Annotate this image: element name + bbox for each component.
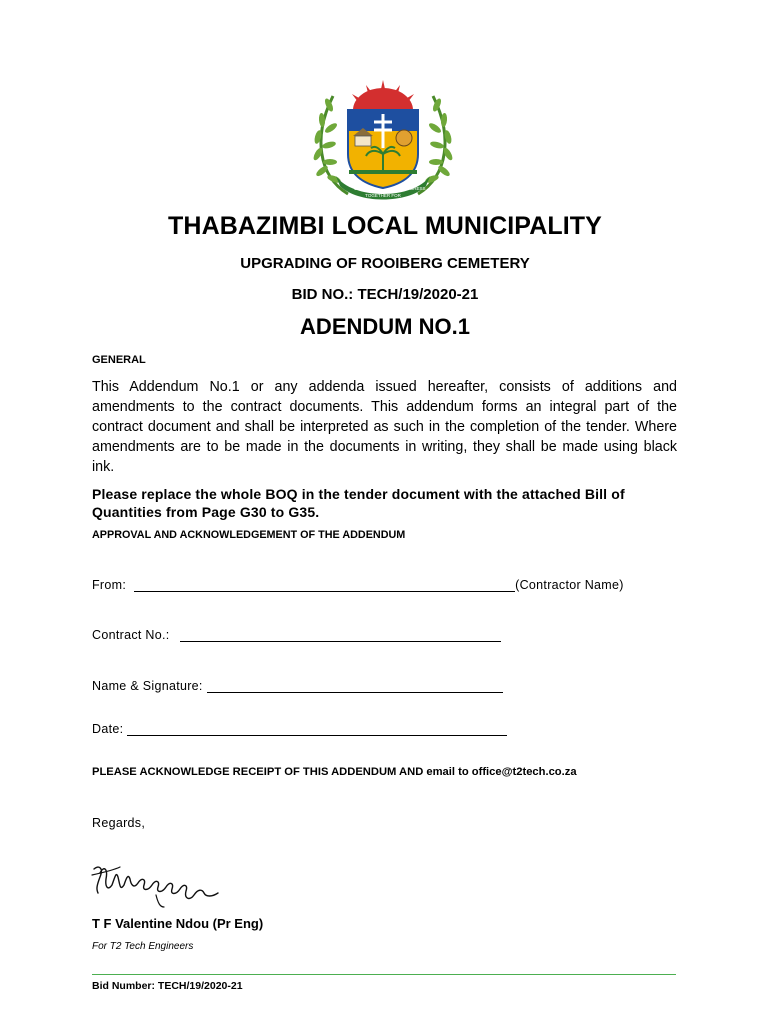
addendum-title: ADENDUM NO.1 xyxy=(300,314,470,339)
name-signature-input-line[interactable] xyxy=(207,680,503,693)
crest-sun xyxy=(353,88,413,110)
name-signature-label: Name & Signature: xyxy=(92,679,203,693)
crest-leopard-icon xyxy=(396,130,412,146)
contractor-name-input-line[interactable] xyxy=(134,579,515,592)
contractor-name-suffix: (Contractor Name) xyxy=(515,578,624,592)
crest-hut xyxy=(355,136,371,146)
contract-no-input-line[interactable] xyxy=(180,629,501,642)
crest-ground xyxy=(349,170,417,174)
contract-no-field-row xyxy=(92,628,501,642)
municipal-crest-logo xyxy=(308,76,458,204)
general-paragraph: This Addendum No.1 or any addenda issued hereafter, consists of additions and amendments to the contract documents. This addendum forms an integral part of the contract document and shall be interpreted as such in the completion of the tender. Where amendments are to be made in the documents in writing, they shall be made using black ink. xyxy=(92,379,677,475)
contract-no-label: Contract No.: xyxy=(92,628,170,642)
signer-organisation: For T2 Tech Engineers xyxy=(92,941,194,952)
signer-name: T F Valentine Ndou (Pr Eng) xyxy=(92,916,264,931)
regards-text: Regards, xyxy=(92,816,146,830)
crest-motto-right: PROGRESS xyxy=(400,186,426,191)
name-signature-field-row xyxy=(92,679,503,693)
handwritten-signature xyxy=(90,855,230,910)
crest-motto-center: TOGETHER FOR xyxy=(365,193,401,198)
project-title: UPGRADING OF ROOIBERG CEMETERY xyxy=(240,255,530,272)
footer-bid-number: Bid Number: TECH/19/2020-21 xyxy=(92,980,243,992)
footer-divider xyxy=(92,974,676,975)
crest-motto-left: UNITED xyxy=(354,186,371,191)
acknowledge-instruction: PLEASE ACKNOWLEDGE RECEIPT OF THIS ADDENDUM AND email to office@t2tech.co.za xyxy=(92,766,577,778)
bid-number-heading: BID NO.: TECH/19/2020-21 xyxy=(291,286,479,303)
boq-instruction: Please replace the whole BOQ in the tender document with the attached Bill of Quantities from Page G30 to G35. xyxy=(92,486,625,520)
municipality-title: THABAZIMBI LOCAL MUNICIPALITY xyxy=(168,212,602,240)
from-label: From: xyxy=(92,578,127,592)
date-input-line[interactable] xyxy=(127,723,507,736)
date-label: Date: xyxy=(92,722,124,736)
from-field-row xyxy=(92,578,624,592)
date-field-row xyxy=(92,722,507,736)
general-heading: GENERAL xyxy=(92,354,146,366)
approval-heading: APPROVAL AND ACKNOWLEDGEMENT OF THE ADDENDUM xyxy=(92,529,406,541)
